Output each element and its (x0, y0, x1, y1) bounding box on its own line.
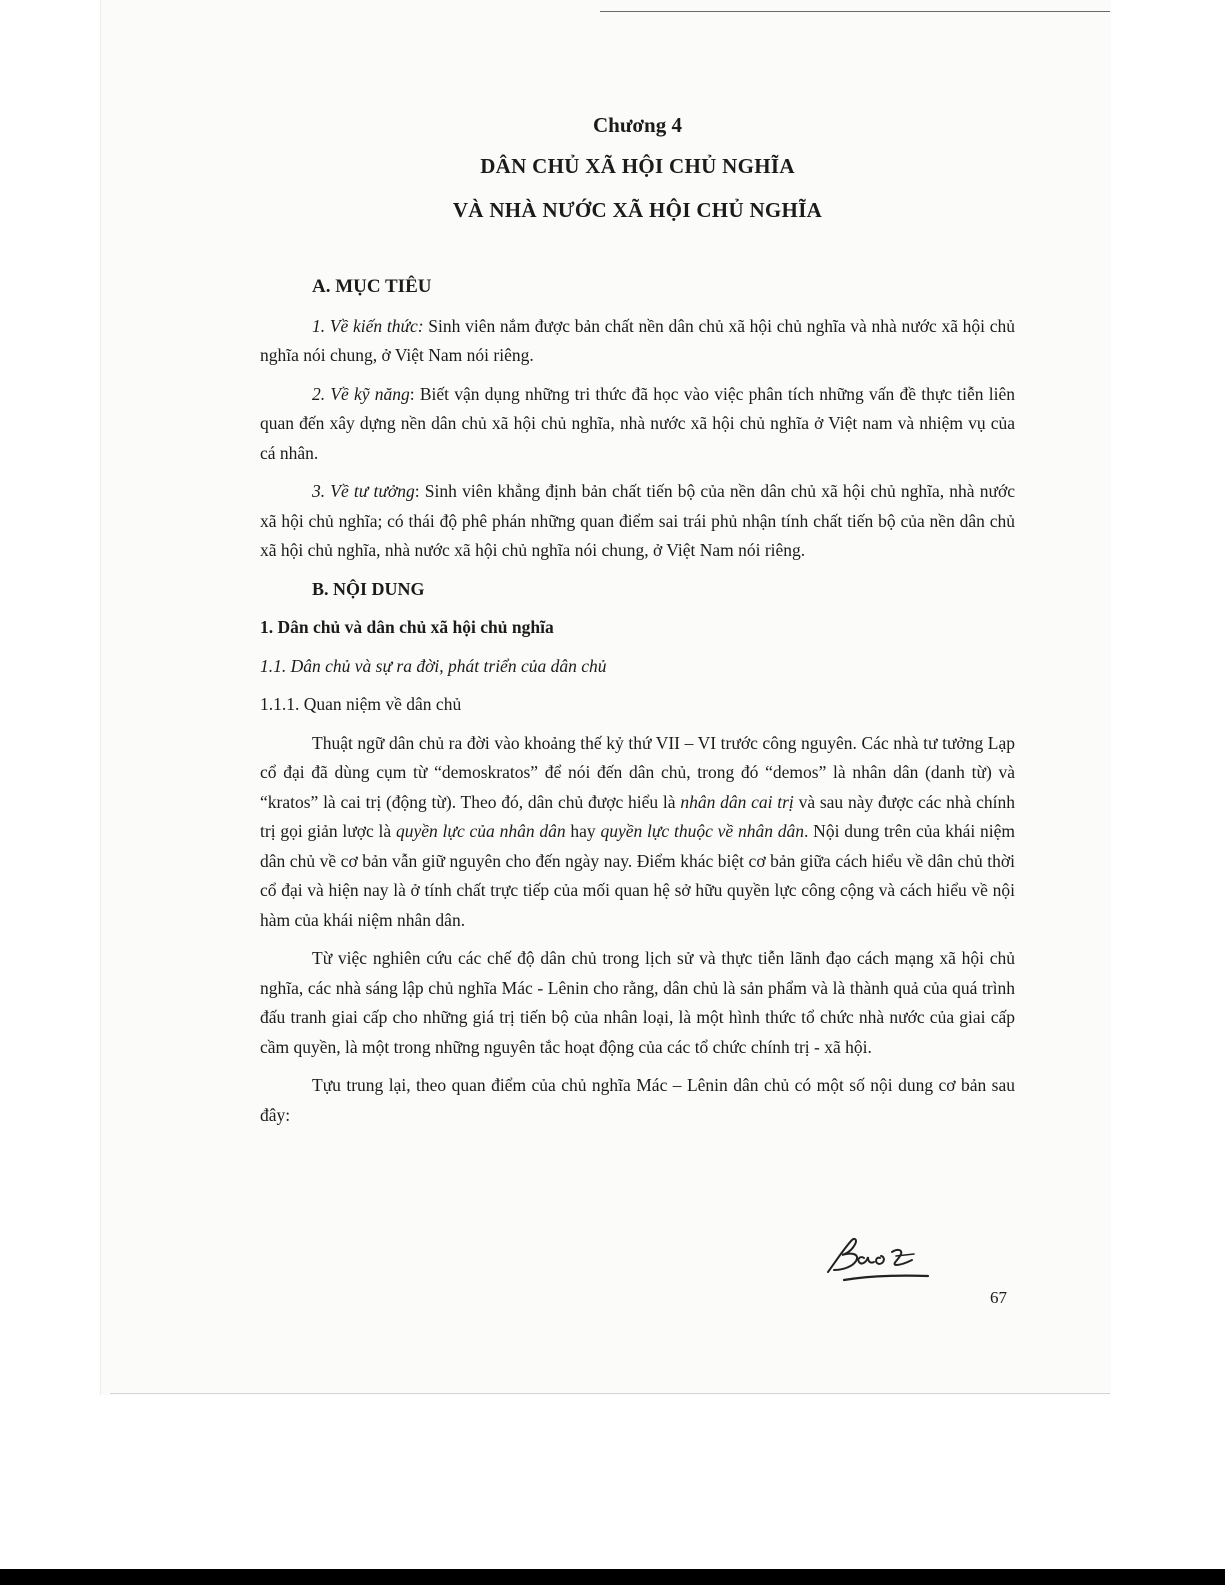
section-b-heading: B. NỘI DUNG (312, 578, 425, 599)
chapter-title-line-2: VÀ NHÀ NƯỚC XÃ HỘI CHỦ NGHĨA (452, 198, 823, 222)
handwritten-signature (808, 1228, 948, 1288)
objective-label: 1. Về kiến thức: (312, 315, 424, 336)
heading-level-1: 1. Dân chủ và dân chủ xã hội chủ nghĩa (260, 617, 554, 637)
italic-run: quyền lực của nhân dân (395, 821, 566, 841)
objective-text: : Sinh viên khẳng định bản chất tiến bộ của nền dân chủ xã hội chủ nghĩa, nhà nước xã hội chủ nghĩa; có thái độ phê phán những quan điểm sai trái phủ nhận tính chất tiến bộ của nền dân chủ xã hội chủ nghĩa, nhà nước xã hội chủ nghĩa nói chung, ở Việt Nam nói riêng. (260, 481, 1015, 560)
scan-bottom-bar (0, 1569, 1225, 1585)
section-a-heading: A. MỤC TIÊU (312, 276, 432, 297)
page-body (260, 272, 1015, 1138)
text-run: . Nội dung trên của khái niệm dân chủ về cơ bản vẫn giữ nguyên cho đến ngày nay. Điểm khác biệt cơ bản giữa cách hiểu về dân chủ thời cổ đại và hiện nay là ở tính chất trực tiếp của mối quan hệ sở hữu quyền lực công cộng và cách hiểu về nội hàm của khái niệm nhân dân. (260, 821, 1015, 930)
objective-skills (260, 380, 1015, 469)
objective-text: Sinh viên nắm được bản chất nền dân chủ xã hội chủ nghĩa và nhà nước xã hội chủ nghĩa nói chung, ở Việt Nam nói riêng. (260, 315, 1015, 365)
heading-level-3: 1.1.1. Quan niệm về dân chủ (260, 694, 462, 714)
text-run: và sau này được các nhà chính trị gọi giản lược là (260, 791, 1015, 841)
bottom-rule (110, 1393, 1110, 1394)
objective-ideology (260, 477, 1015, 566)
top-rule (600, 11, 1110, 12)
italic-run: nhân dân cai trị (680, 791, 794, 812)
italic-run: quyền lực thuộc về nhân dân (600, 821, 805, 841)
page-number: 67 (990, 1288, 1007, 1307)
paragraph-democracy-concept (260, 729, 1015, 936)
paragraph-summary: Tựu trung lại, theo quan điểm của chủ nghĩa Mác – Lênin dân chủ có một số nội dung cơ bản sau đây: (260, 1075, 1015, 1125)
heading-level-2: 1.1. Dân chủ và sự ra đời, phát triển của dân chủ (260, 655, 607, 676)
chapter-title-line-1: DÂN CHỦ XÃ HỘI CHỦ NGHĨA (480, 154, 795, 178)
chapter-number: Chương 4 (592, 113, 682, 137)
objective-knowledge (260, 312, 1015, 371)
paragraph-marxist-view: Từ việc nghiên cứu các chế độ dân chủ trong lịch sử và thực tiễn lãnh đạo cách mạng xã hội chủ nghĩa, các nhà sáng lập chủ nghĩa Mác - Lênin cho rằng, dân chủ là sản phẩm và là thành quả của quá trình đấu tranh giai cấp cho những giá trị tiến bộ của nhân loại, là một hình thức tổ chức nhà nước của giai cấp cầm quyền, là một trong những nguyên tắc hoạt động của các tổ chức chính trị - xã hội. (260, 948, 1015, 1057)
objective-label: 3. Về tư tưởng (312, 481, 415, 501)
objective-label: 2. Về kỹ năng (312, 383, 410, 404)
text-run: Thuật ngữ dân chủ ra đời vào khoảng thế kỷ thứ VII – VI trước công nguyên. Các nhà tư tưởng Lạp cổ đại đã dùng cụm từ “demoskratos” để nói đến dân chủ, trong đó “demos” là nhân dân (danh từ) và “kratos” là cai trị (động từ). Theo đó, dân chủ được hiểu là (260, 732, 1015, 812)
text-run: hay (565, 821, 601, 841)
objective-text: : Biết vận dụng những tri thức đã học vào việc phân tích những vấn đề thực tiễn liên quan đến xây dựng nền dân chủ xã hội chủ nghĩa, nhà nước xã hội chủ nghĩa ở Việt nam và nhiệm vụ của cá nhân. (260, 383, 1015, 463)
